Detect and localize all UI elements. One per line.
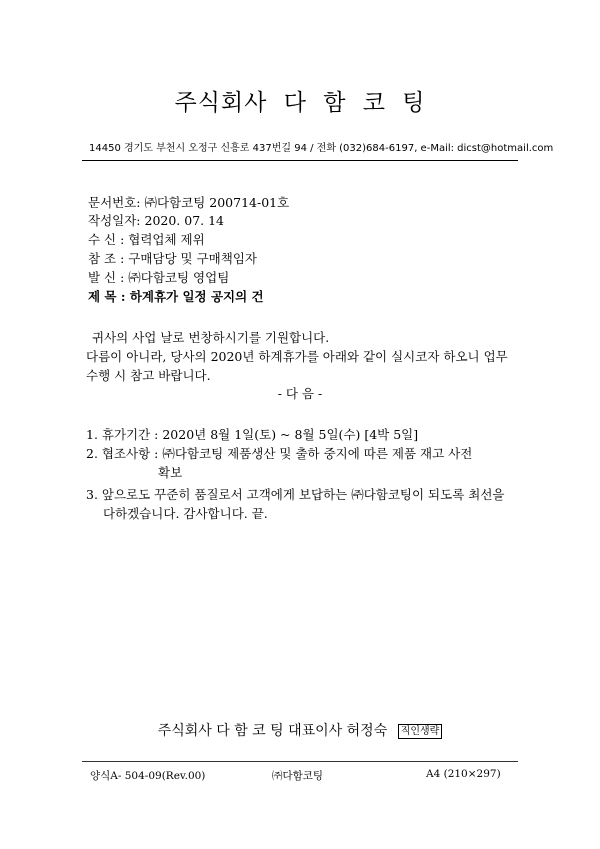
body-paragraph-line: 수행 시 참고 바랍니다. (86, 368, 211, 383)
paper-size: A4 (210×297) (426, 768, 501, 780)
title-word: 코 (362, 90, 386, 116)
document-number: 문서번호: ㈜다함코팅 200714-01호 (88, 195, 290, 210)
signature-text: 주식회사 다 함 코 팅 대표이사 허정숙 (157, 723, 388, 739)
sender: 발 신 : ㈜다함코팅 영업팀 (88, 270, 230, 285)
title-word: 함 (323, 90, 347, 116)
list-item: 3. 앞으로도 꾸준히 품질로서 고객에게 보답하는 ㈜다함코팅이 되도록 최선을 (86, 487, 505, 502)
greeting: 귀사의 사업 날로 번창하시기를 기원합니다. (92, 330, 330, 345)
section-heading: - 다 음 - (277, 386, 323, 401)
form-number: 양식A- 504-09(Rev.00) (90, 770, 206, 782)
list-item-continuation: 다하겠습니다. 감사합니다. 끝. (103, 506, 268, 521)
title-word: 주식회사 (174, 90, 268, 116)
list-item-continuation: 확보 (158, 465, 183, 480)
title-word: 팅 (402, 90, 426, 116)
company-title (0, 84, 600, 117)
company-address: 14450 경기도 부천시 오정구 신흥로 437번길 94 / 전화 (032)684-6197, e-Mail: dicst@hotmail.com (89, 143, 554, 154)
reference: 참 조 : 구매담당 및 구매책임자 (88, 251, 257, 266)
recipient: 수 신 : 협력업체 제위 (88, 232, 205, 247)
header-divider (82, 160, 518, 161)
title-word: 다 (283, 90, 307, 116)
document-date: 작성일자: 2020. 07. 14 (88, 213, 225, 228)
seal-omitted-stamp: 직인생략 (398, 724, 443, 739)
list-item: 1. 휴가기간 : 2020년 8월 1일(토) ~ 8월 5일(수) [4박 5일] (86, 427, 419, 442)
footer-company: ㈜다함코팅 (272, 770, 324, 782)
signature-line (0, 720, 600, 740)
list-item: 2. 협조사항 : ㈜다함코팅 제품생산 및 출하 중지에 따른 제품 재고 사전 (86, 446, 473, 461)
subject: 제 목 : 하계휴가 일정 공지의 건 (88, 289, 264, 304)
footer-divider (82, 761, 518, 762)
body-paragraph-line: 다름이 아니라, 당사의 2020년 하계휴가를 아래와 같이 실시코자 하오니 업무 (86, 349, 508, 364)
